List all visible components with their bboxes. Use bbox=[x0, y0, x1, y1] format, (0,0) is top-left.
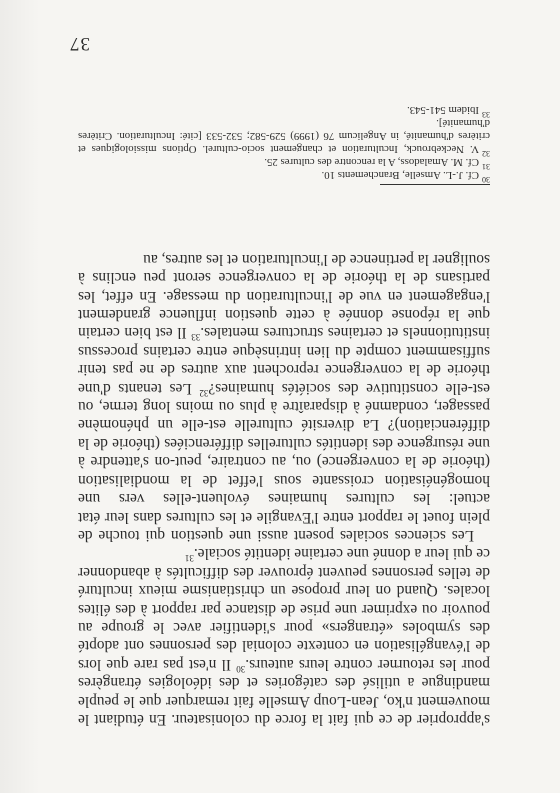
footnote-number: 30 bbox=[482, 174, 490, 184]
note-ref-32: 32 bbox=[199, 387, 209, 398]
paragraph-1-part-a: s'approprier de ce qui fait la force du colonisateur. En étudiant le mouvement n'ko, Jean-Loup Amselle fait remarquer que le peuple mandingue a utilisé des catégories et des idéologies étrangères pour les retourner contre leurs auteurs. bbox=[78, 655, 490, 728]
footnote-divider bbox=[380, 184, 490, 185]
footnote-number: 33 bbox=[482, 109, 490, 119]
footnote-31 bbox=[78, 155, 490, 171]
paragraph-2-part-c: Il est bien certain que la réponse donnée à cette question influence grandement l'engagement en vue de l'inculturation du message. En effet, les partisans de la théorie de la convergence seront peu enclins à souligner la pertinence de l'inculturation et les autres, au bbox=[78, 250, 490, 342]
footnote-32 bbox=[78, 116, 490, 158]
footnote-33 bbox=[78, 103, 490, 119]
page-number: 37 bbox=[69, 33, 90, 54]
footnote-text: Cf. J.-L. Amselle, Branchements 10. bbox=[321, 169, 479, 181]
paragraph-2 bbox=[78, 249, 490, 544]
paragraph-2-part-a: Les sciences sociales posent aussi une question qui touche de plein fouet le rapport entre l'Evangile et les cultures dans leur état actuel: les cultures humaines évoluent-elles vers une homogénéisation croissante sous l'effet de la mondialisation (théorie de la convergence) ou, au contraire, peut-on s'attendre à une résurgence des identités culturelles différenciées (théorie de la différenciation)? La diversité culturelle est-elle un phénomène passager, condamné à disparaître à plus ou moins long terme, ou est-elle constitutive des sociétés humaines? bbox=[78, 379, 490, 544]
footnotes bbox=[78, 103, 490, 184]
page-edge-shading bbox=[0, 0, 40, 793]
footnote-30 bbox=[78, 168, 490, 184]
footnote-text: V. Neckebrouck, Inculturation et changement socio-culturel. Options missiologiques et critères d'humanité, in Angelicum 76 (1999) 529-582; 532-533 [cité: Inculturation. Critères d'humanité]. bbox=[78, 117, 490, 155]
footnote-text: Ibidem 541-543. bbox=[407, 104, 479, 116]
footnote-number: 31 bbox=[482, 161, 490, 171]
footnote-number: 32 bbox=[482, 148, 490, 158]
note-ref-33: 33 bbox=[191, 332, 201, 343]
paragraph-1 bbox=[78, 544, 490, 728]
footnote-text: Cf. M. Amaladoss, A la rencontre des cultures 25. bbox=[264, 156, 479, 168]
body-text bbox=[78, 249, 490, 728]
paragraph-2-part-b: Les tenants d'une théorie de la convergence reprochent aux autres de ne pas tenir suffisamment compte du lien intrinsèque entre certains processus institutionnels et certaines structures mentales. bbox=[78, 324, 490, 397]
paragraph-1-part-b: Il n'est pas rare que lors de l'évangélisation en contexte colonial des personnes ont adopté des symboles «étrangers» pour s'identifier avec le groupe au pouvoir ou exprimer une prise de distance par rapport à des élites locales. Quand on leur propose un christianisme mieux inculturé de telles personnes peuvent éprouver des difficultés à abandonner ce qui leur a donné une certaine identité sociale. bbox=[78, 545, 490, 673]
note-ref-31: 31 bbox=[184, 553, 194, 564]
note-ref-30: 30 bbox=[236, 663, 246, 674]
